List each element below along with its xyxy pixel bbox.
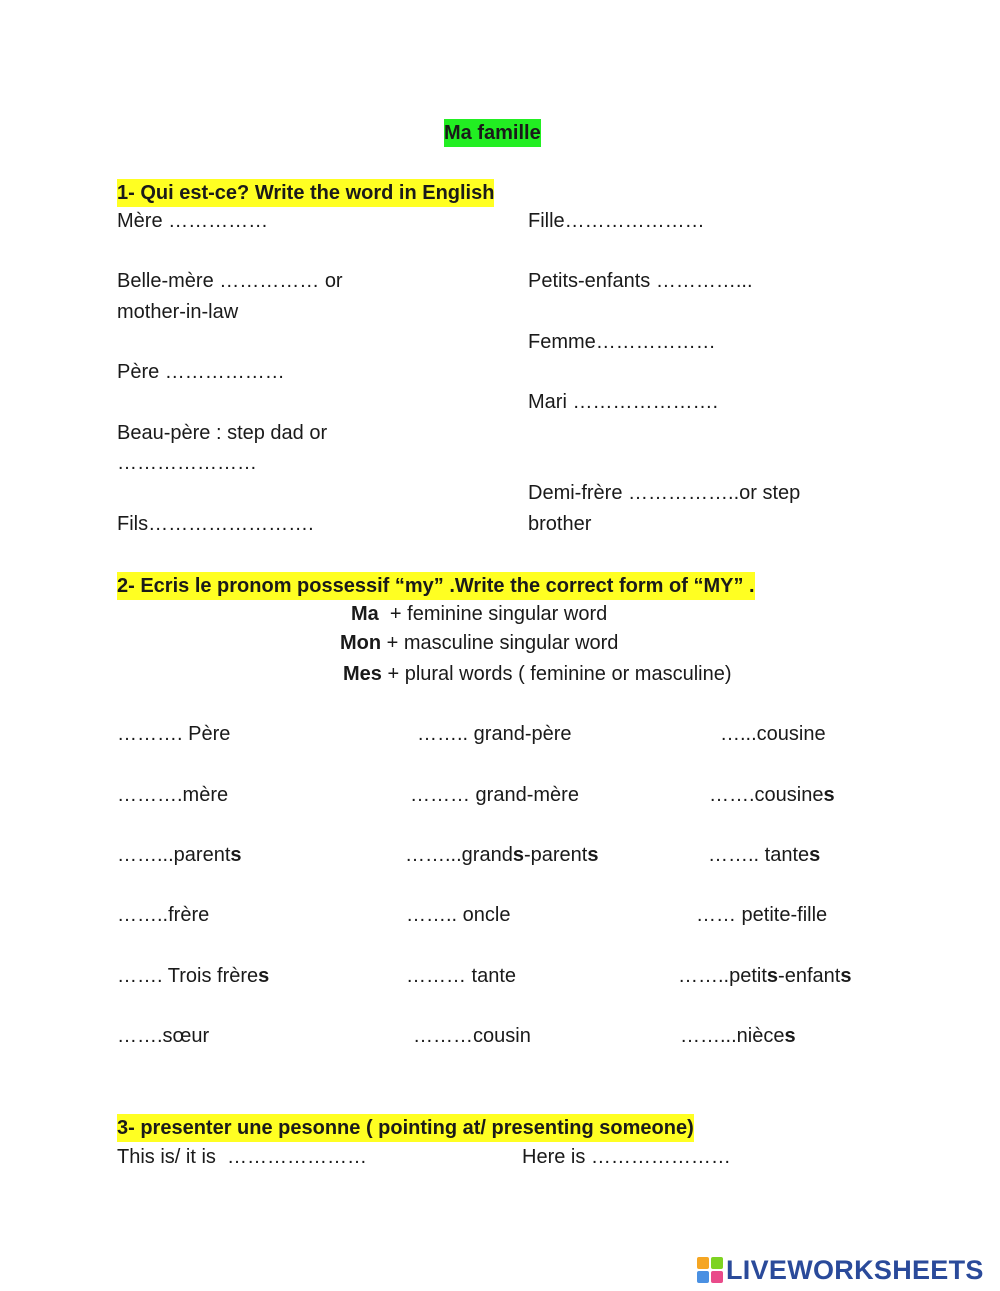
exercise-text: ……..frère bbox=[117, 904, 210, 926]
exercise-item bbox=[406, 964, 516, 988]
exercise-text: ……..petit bbox=[678, 965, 767, 987]
exercise-text: ……… tante bbox=[406, 965, 517, 987]
exercise-item bbox=[720, 722, 826, 746]
belle-mere-line: Belle-mère …………… or bbox=[117, 270, 343, 292]
exercise-item bbox=[417, 722, 572, 746]
plural-ending: s bbox=[784, 1025, 796, 1047]
belle-mere-line-2: mother-in-law bbox=[117, 301, 239, 323]
this-is-line: This is/ it is ………………… bbox=[117, 1146, 368, 1168]
exercise-item bbox=[413, 1024, 531, 1048]
exercise-item bbox=[117, 722, 230, 746]
plural-ending: s bbox=[809, 844, 821, 866]
demi-frere-line: Demi-frère ……………..or step bbox=[528, 482, 801, 504]
rule-word: Ma bbox=[351, 603, 379, 625]
fille-line: Fille………………… bbox=[528, 210, 705, 232]
exercise-text: ………cousin bbox=[413, 1025, 531, 1047]
section-1-heading: 1- Qui est-ce? Write the word in English bbox=[117, 179, 494, 207]
page-title: Ma famille bbox=[444, 119, 541, 147]
exercise-text: ……...grand bbox=[405, 844, 513, 866]
rule-mes bbox=[343, 662, 732, 686]
exercise-text: …… petite-fille bbox=[696, 904, 828, 926]
logo-tile bbox=[697, 1271, 709, 1283]
logo-tiles-icon bbox=[697, 1257, 723, 1283]
here-is-line: Here is ………………… bbox=[522, 1146, 731, 1168]
exercise-item bbox=[117, 783, 228, 807]
plural-ending: s bbox=[587, 844, 599, 866]
plural-ending: s bbox=[258, 965, 270, 987]
exercise-item bbox=[406, 903, 510, 927]
beau-pere-line-2: ………………… bbox=[117, 452, 257, 474]
logo-tile bbox=[697, 1257, 709, 1269]
rule-text: + feminine singular word bbox=[378, 603, 608, 625]
petits-enfants-line: Petits-enfants …………... bbox=[528, 270, 753, 292]
mari-line: Mari …………………. bbox=[528, 391, 718, 413]
plural-ending: s bbox=[840, 965, 852, 987]
exercise-item bbox=[709, 783, 835, 807]
exercise-item bbox=[708, 843, 820, 867]
logo-tile bbox=[711, 1271, 723, 1283]
exercise-text: ……. Trois frère bbox=[117, 965, 259, 987]
rule-ma bbox=[351, 602, 607, 626]
exercise-item bbox=[410, 783, 579, 807]
exercise-item bbox=[117, 964, 269, 988]
mere-line: Mère …………… bbox=[117, 210, 269, 232]
exercise-text: …….. tante bbox=[708, 844, 810, 866]
exercise-item bbox=[696, 903, 827, 927]
fils-line: Fils……………………. bbox=[117, 513, 314, 535]
exercise-item bbox=[678, 964, 851, 988]
rule-word: Mes bbox=[343, 663, 382, 685]
rule-word: Mon bbox=[340, 632, 382, 654]
demi-frere-line-2: brother bbox=[528, 513, 592, 535]
exercise-text: …….. grand-père bbox=[417, 723, 572, 745]
liveworksheets-logo bbox=[697, 1255, 984, 1285]
exercise-text: -enfant bbox=[778, 965, 841, 987]
exercise-text: …….sœur bbox=[117, 1025, 210, 1047]
exercise-text: ……...parent bbox=[117, 844, 231, 866]
exercise-text: ………. Père bbox=[117, 723, 231, 745]
plural-ending: s bbox=[512, 844, 524, 866]
exercise-text: ……….mère bbox=[117, 784, 229, 806]
rule-text: + masculine singular word bbox=[381, 632, 619, 654]
exercise-item bbox=[117, 1024, 209, 1048]
exercise-text: …...cousine bbox=[720, 723, 826, 745]
section-2-heading: 2- Ecris le pronom possessif “my” .Write the correct form of “MY” . bbox=[117, 572, 755, 600]
exercise-text: …….. oncle bbox=[406, 904, 511, 926]
exercise-item bbox=[680, 1024, 796, 1048]
plural-ending: s bbox=[823, 784, 835, 806]
logo-text: LIVEWORKSHEETS bbox=[726, 1254, 984, 1285]
exercise-item bbox=[405, 843, 598, 867]
beau-pere-line: Beau-père : step dad or bbox=[117, 422, 328, 444]
exercise-text: ……… grand-mère bbox=[410, 784, 579, 806]
pere-line: Père ……………… bbox=[117, 361, 285, 383]
section-3-heading: 3- presenter une pesonne ( pointing at/ presenting someone) bbox=[117, 1114, 694, 1142]
plural-ending: s bbox=[230, 844, 242, 866]
exercise-text: ……...nièce bbox=[680, 1025, 785, 1047]
logo-tile bbox=[711, 1257, 723, 1269]
rule-mon bbox=[340, 631, 618, 655]
rule-text: + plural words ( feminine or masculine) bbox=[381, 663, 732, 685]
exercise-item bbox=[117, 903, 209, 927]
exercise-text: …….cousine bbox=[709, 784, 824, 806]
exercise-item bbox=[117, 843, 242, 867]
plural-ending: s bbox=[766, 965, 779, 987]
exercise-text: -parent bbox=[523, 844, 588, 866]
femme-line: Femme……………… bbox=[528, 331, 716, 353]
